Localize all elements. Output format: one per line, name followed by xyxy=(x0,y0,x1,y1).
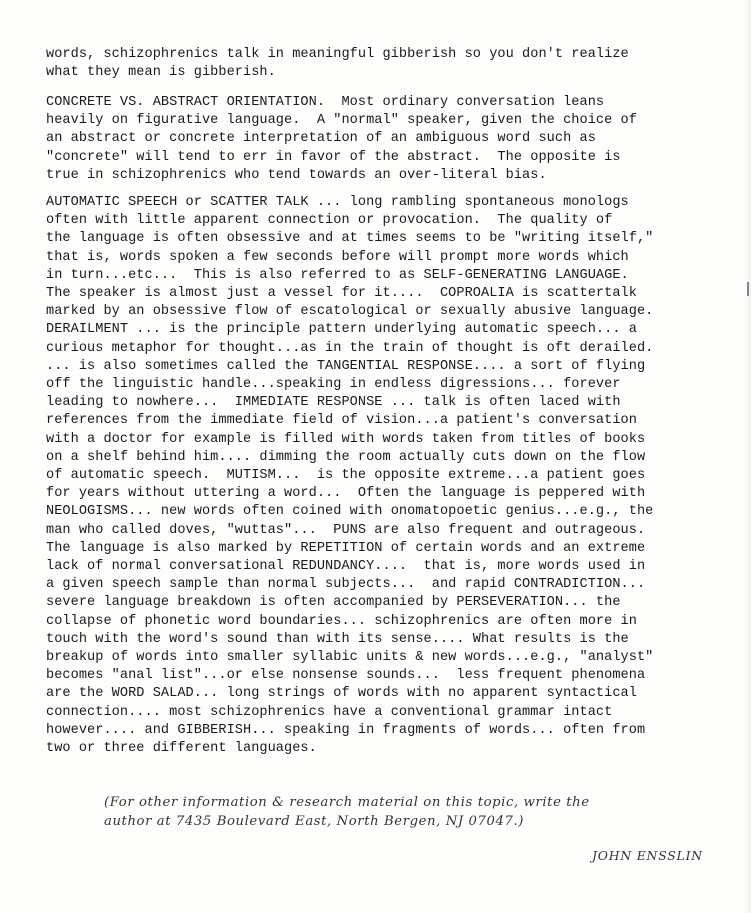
concrete-abstract-paragraph xyxy=(46,94,736,185)
text-line: curious metaphor for thought...as in the train of thought is oft derailed. xyxy=(46,340,654,356)
text-line: ... is also sometimes called the TANGENTIAL RESPONSE.... a sort of flying xyxy=(46,358,646,374)
text-line: DERAILMENT ... is the principle pattern underlying automatic speech... a xyxy=(46,322,637,338)
text-line: are the WORD SALAD... long strings of words with no apparent syntactical xyxy=(46,686,637,702)
text-line: The speaker is almost just a vessel for it.... COPROALIA is scattertalk xyxy=(46,286,637,302)
text-line: the language is often obsessive and at times seems to be "writing itself," xyxy=(46,231,654,247)
text-line: connection.... most schizophrenics have a conventional grammar intact xyxy=(46,704,613,720)
text-line: leading to nowhere... IMMEDIATE RESPONSE ... talk is often laced with xyxy=(46,395,621,411)
text-line: a given speech sample than normal subjects... and rapid CONTRADICTION... xyxy=(46,577,646,593)
text-line: that is, words spoken a few seconds before will prompt more words which xyxy=(46,249,629,265)
text-line: man who called doves, "wuttas"... PUNS are also frequent and outrageous. xyxy=(46,522,646,538)
text-line: lack of normal conversational REDUNDANCY.... that is, more words used in xyxy=(46,559,646,575)
text-line: CONCRETE VS. ABSTRACT ORIENTATION. Most ordinary conversation leans xyxy=(46,95,605,110)
text-line: AUTOMATIC SPEECH or SCATTER TALK ... long rambling spontaneous monologs xyxy=(46,195,629,210)
intro-paragraph xyxy=(46,46,736,82)
scan-margin-mark xyxy=(747,282,749,296)
footnote-line: (For other information & research material on this topic, write the xyxy=(104,795,590,810)
text-line: what they mean is gibberish. xyxy=(46,65,276,81)
text-line: however.... and GIBBERISH... speaking in fragments of words... often from xyxy=(46,722,646,738)
text-line: for years without uttering a word... Often the language is peppered with xyxy=(46,486,646,502)
text-line: words, schizophrenics talk in meaningful gibberish so you don't realize xyxy=(46,47,629,62)
text-line: two or three different languages. xyxy=(46,741,317,757)
text-line: true in schizophrenics who tend towards an over-literal bias. xyxy=(46,167,547,183)
text-line: touch with the word's sound than with its sense.... What results is the xyxy=(46,631,629,647)
text-line: marked by an obsessive flow of escatological or sexually abusive language. xyxy=(46,304,654,320)
text-line: The language is also marked by REPETITION of certain words and an extreme xyxy=(46,540,646,556)
text-line: breakup of words into smaller syllabic units & new words...e.g., "analyst" xyxy=(46,650,654,666)
text-line: in turn...etc... This is also referred to as SELF-GENERATING LANGUAGE. xyxy=(46,267,629,283)
automatic-speech-paragraph xyxy=(46,194,736,758)
footnote-line: author at 7435 Boulevard East, North Bergen, NJ 07047.) xyxy=(104,814,525,829)
text-line: on a shelf behind him.... dimming the room actually cuts down on the flow xyxy=(46,449,646,465)
text-line: references from the immediate field of vision...a patient's conversation xyxy=(46,413,637,429)
contact-footnote xyxy=(104,793,724,831)
text-line: becomes "anal list"...or else nonsense sounds... less frequent phenomena xyxy=(46,668,646,684)
text-line: NEOLOGISMS... new words often coined with onomatopoetic genius...e.g., the xyxy=(46,504,654,520)
text-line: collapse of phonetic word boundaries... schizophrenics are often more in xyxy=(46,613,637,629)
text-line: an abstract or concrete interpretation of an ambiguous word such as xyxy=(46,131,596,147)
text-line: with a doctor for example is filled with words taken from titles of books xyxy=(46,431,646,447)
text-line: often with little apparent connection or provocation. The quality of xyxy=(46,213,613,229)
author-signature: JOHN ENSSLIN xyxy=(592,848,703,863)
text-line: severe language breakdown is often accompanied by PERSEVERATION... the xyxy=(46,595,621,611)
text-line: "concrete" will tend to err in favor of the abstract. The opposite is xyxy=(46,149,621,165)
text-line: of automatic speech. MUTISM... is the opposite extreme...a patient goes xyxy=(46,468,646,484)
text-line: off the linguistic handle...speaking in endless digressions... forever xyxy=(46,377,621,393)
text-line: heavily on figurative language. A "normal" speaker, given the choice of xyxy=(46,113,637,129)
